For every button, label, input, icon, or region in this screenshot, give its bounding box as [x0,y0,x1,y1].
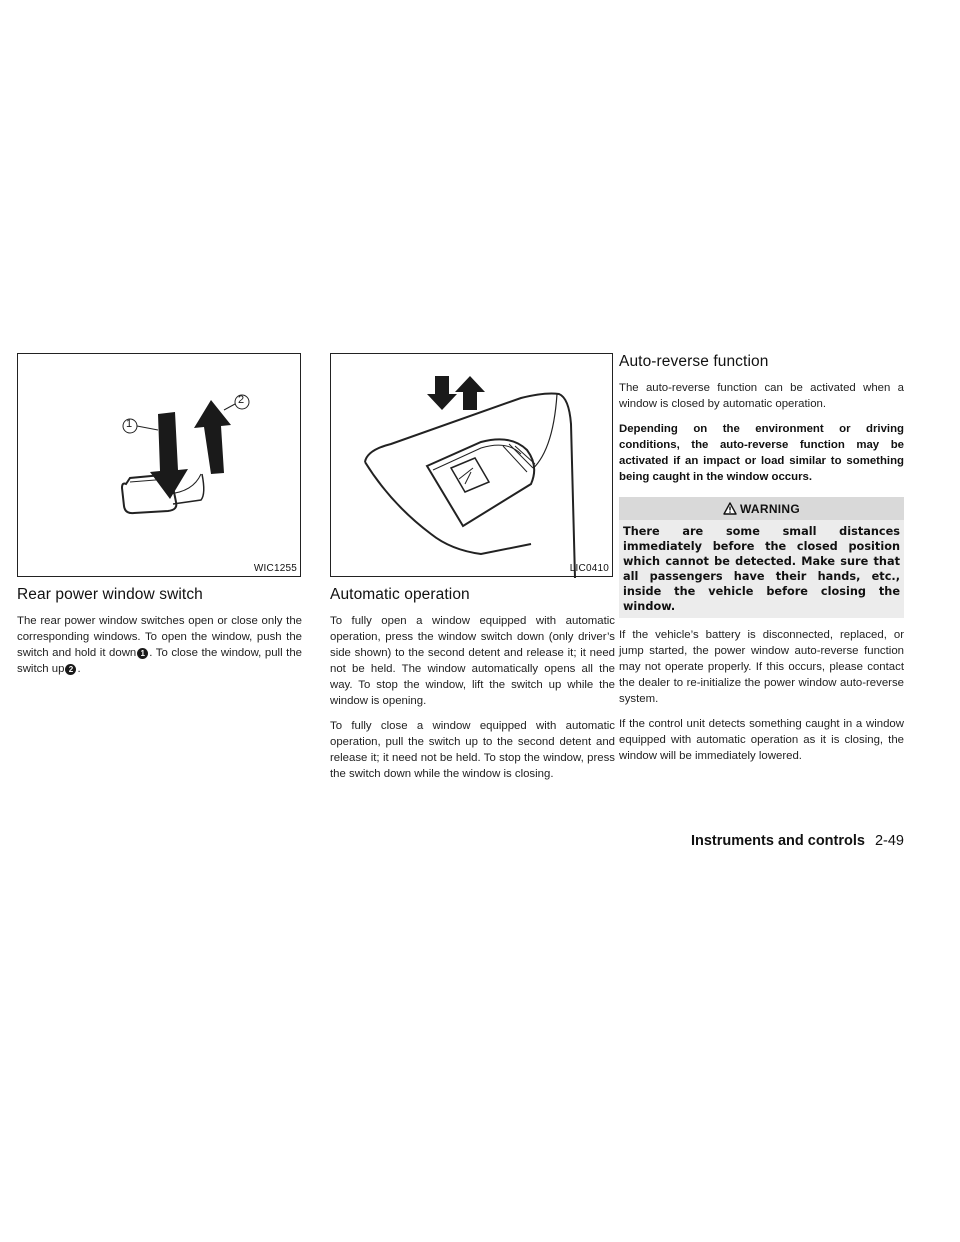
automatic-switch-illustration [331,354,614,578]
page-footer [691,833,904,849]
callout-2: 2 [238,394,245,406]
paragraph: To fully open a window equipped with automatic operation, press the window switch down (only driver’s side shown) to the second detent and release it; it need not be held. The window automatically opens all the way. To stop the window, lift the switch up while the window is opening. [330,615,615,707]
text-run: . To close the window, pull the switch up [17,647,302,675]
column-rear-power-window [17,353,302,686]
paragraph: If the vehicle’s battery is disconnected, replaced, or jump started, the power window auto-reverse function may not operate properly. If this occurs, please contact the dealer to re-initialize the power window auto-reverse system. [619,629,904,705]
text-run: The rear power window switches open or close only the corresponding windows. To open the window, push the switch and hold it down [17,615,302,659]
callout-number-1: 1 [137,648,148,659]
rear-window-switch-illustration [18,354,302,578]
figure-automatic-switch [330,353,613,577]
column-auto-reverse [619,353,904,773]
page-number: 2-49 [874,833,904,849]
paragraph: The auto-reverse function can be activated when a window is closed by automatic operation. [619,382,904,410]
warning-triangle-icon [723,502,737,515]
paragraph [17,613,302,677]
figure-id: LIC0410 [569,563,609,574]
callout-number-2: 2 [65,664,76,675]
figure-id: WIC1255 [253,563,297,574]
footer-section-title: Instruments and controls [690,833,865,849]
callout-1: 1 [126,418,133,430]
figure-rear-window-switch [17,353,301,577]
paragraph: To fully close a window equipped with automatic operation, pull the switch up to the second detent and release it; it need not be held. To stop the window, press the switch down while the window is closing. [330,720,615,780]
section-heading: Rear power window switch [17,586,203,603]
warning-text: There are some small distances immediately before the closed position which cannot be detected. Make sure that all passengers have their hands, etc., inside the vehicle before closing the window. [619,520,904,618]
column-automatic-operation [330,353,615,791]
section-heading: Automatic operation [330,586,470,603]
warning-header [619,497,904,520]
text-run: . [77,663,81,675]
paragraph: If the control unit detects something caught in a window equipped with automatic operation as it is closing, the window will be immediately lowered. [619,718,904,762]
warning-title: WARNING [739,501,801,516]
section-heading: Auto-reverse function [619,353,769,370]
paragraph-bold: Depending on the environment or driving conditions, the auto-reverse function may be activated if an impact or load similar to something being caught in the window occurs. [619,423,904,483]
